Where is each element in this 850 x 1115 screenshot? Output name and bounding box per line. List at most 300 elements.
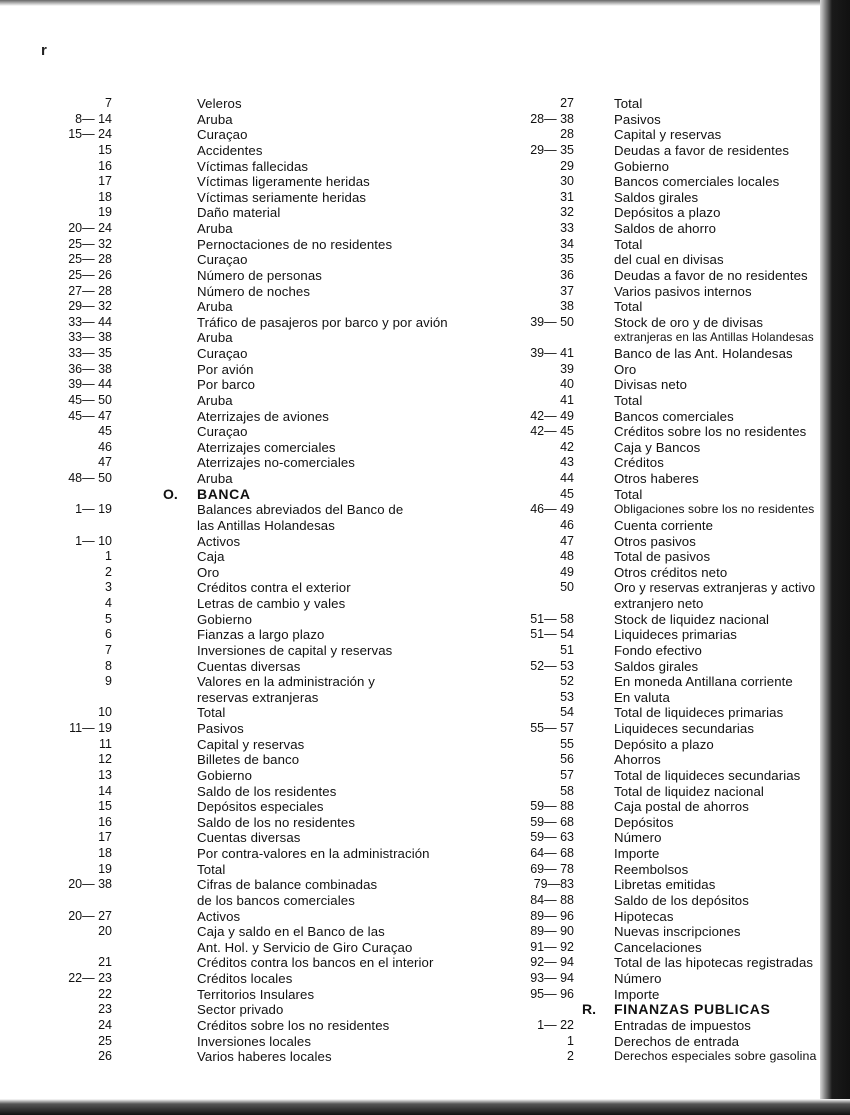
table-title: reservas extranjeras <box>197 689 319 705</box>
table-title: Créditos locales <box>197 971 293 986</box>
table-title: Importe <box>614 986 660 1002</box>
index-row <box>446 627 826 643</box>
table-reference: 18 <box>98 189 112 204</box>
table-title: Otros pasivos <box>614 533 696 549</box>
table-title: Curaçao <box>197 127 248 143</box>
table-title: Cancelaciones <box>614 939 702 955</box>
index-row <box>446 909 826 925</box>
table-reference: 40 <box>560 377 574 392</box>
index-row <box>0 987 480 1003</box>
table-title: En valuta <box>614 689 670 705</box>
table-title: Libretas emitidas <box>614 877 716 893</box>
index-row <box>0 346 480 362</box>
table-reference: 48— 50 <box>68 471 112 485</box>
table-title: Caja y saldo en el Banco de las <box>197 924 385 940</box>
index-row <box>0 815 480 831</box>
table-title: Créditos contra los bancos en el interior <box>197 955 434 971</box>
index-row <box>0 190 480 206</box>
table-reference: 8— 14 <box>75 111 112 126</box>
index-row <box>446 721 826 737</box>
table-reference: 5 <box>105 611 112 626</box>
table-title: Depósitos <box>614 814 674 830</box>
index-row <box>446 690 826 706</box>
table-reference: 28 <box>560 127 574 142</box>
table-reference: 44 <box>560 471 574 485</box>
table-reference: 1 <box>105 549 112 564</box>
index-row <box>446 96 826 112</box>
table-reference: 35 <box>560 252 574 267</box>
table-title: Total de pasivos <box>614 549 711 565</box>
table-title: Activos <box>197 533 241 549</box>
index-row <box>0 455 480 471</box>
table-title: Bancos comerciales <box>614 408 734 424</box>
index-row <box>446 299 826 315</box>
table-title: Reembolsos <box>614 861 689 877</box>
index-row <box>0 705 480 721</box>
table-title: Stock de oro y de divisas <box>614 314 764 330</box>
table-reference: 84— 88 <box>530 892 574 907</box>
table-title: Número <box>614 971 662 986</box>
table-title: Saldo de los no residentes <box>197 814 356 830</box>
table-reference: 33 <box>560 221 574 235</box>
index-row <box>0 471 480 487</box>
table-title: Total <box>614 486 643 502</box>
table-reference: 57 <box>560 767 574 782</box>
table-title: Curaçao <box>197 252 248 268</box>
table-reference: 20— 27 <box>68 908 112 923</box>
table-reference: 2 <box>105 564 112 579</box>
table-title: Total de las hipotecas registradas <box>614 955 814 971</box>
page-top-shadow <box>0 0 850 6</box>
table-reference: 39 <box>560 361 574 376</box>
index-row <box>446 252 826 268</box>
right-column-index <box>446 96 826 1065</box>
index-row <box>0 752 480 768</box>
index-row <box>446 284 826 300</box>
table-reference: 64— 68 <box>530 846 574 860</box>
index-row <box>0 393 480 409</box>
index-row <box>446 893 826 909</box>
table-reference: 36— 38 <box>68 361 112 376</box>
table-reference: 33— 35 <box>68 346 112 360</box>
table-reference: 15 <box>98 142 112 157</box>
index-row <box>446 549 826 565</box>
table-title: Aterrizajes no-comerciales <box>197 455 355 471</box>
table-title: Banco de las Ant. Holandesas <box>614 346 793 361</box>
table-reference: 17 <box>98 174 112 189</box>
index-row <box>446 112 826 128</box>
table-title: Total <box>614 96 643 111</box>
table-title: Varios pasivos internos <box>614 283 752 299</box>
index-row <box>446 1018 826 1034</box>
index-row <box>446 424 826 440</box>
table-reference: 3 <box>105 580 112 595</box>
index-row <box>0 768 480 784</box>
table-title: Total de liquidez nacional <box>614 783 764 799</box>
table-reference: 1— 22 <box>537 1017 574 1032</box>
table-title: Depósitos especiales <box>197 799 324 815</box>
table-reference: 1— 19 <box>75 502 112 517</box>
index-row <box>446 784 826 800</box>
index-row <box>446 877 826 893</box>
table-title: Aterrizajes de aviones <box>197 408 329 424</box>
table-title: Sector privado <box>197 1002 284 1018</box>
table-title: Tráfico de pasajeros por barco y por avión <box>197 314 448 330</box>
table-title: Aruba <box>197 299 233 315</box>
table-title: Créditos sobre los no residentes <box>614 424 807 440</box>
index-row <box>446 971 826 987</box>
index-row <box>0 268 480 284</box>
table-title: Oro <box>614 361 637 377</box>
table-reference: 95— 96 <box>530 986 574 1001</box>
index-row <box>0 252 480 268</box>
table-title: Oro y reservas extranjeras y activo <box>614 580 816 596</box>
table-reference: 47 <box>560 533 574 548</box>
table-reference: 39— 50 <box>530 314 574 329</box>
table-title: Curaçao <box>197 346 248 361</box>
table-reference: 33— 44 <box>68 314 112 329</box>
table-reference: 20— 24 <box>68 221 112 235</box>
index-row <box>0 1018 480 1034</box>
table-reference: 20— 38 <box>68 877 112 892</box>
table-title: Curaçao <box>197 424 248 440</box>
index-row <box>0 909 480 925</box>
table-reference: 34 <box>560 236 574 251</box>
table-reference: 25— 28 <box>68 252 112 267</box>
table-reference: 13 <box>98 767 112 782</box>
table-reference: 23 <box>98 1002 112 1017</box>
index-row <box>446 768 826 784</box>
table-title: Hipotecas <box>614 908 674 924</box>
index-row <box>0 409 480 425</box>
section-letter: O. <box>163 485 178 502</box>
section-heading-row <box>0 487 480 503</box>
table-reference: 27— 28 <box>68 283 112 298</box>
table-title: Saldos girales <box>614 658 699 674</box>
table-title: Ahorros <box>614 752 661 768</box>
index-row <box>0 362 480 378</box>
index-row <box>446 362 826 378</box>
table-title: Por avión <box>197 361 254 377</box>
table-title: Cifras de balance combinadas <box>197 877 378 893</box>
table-title: Inversiones de capital y reservas <box>197 642 393 658</box>
section-heading-row <box>446 1002 826 1018</box>
table-reference: 39— 41 <box>530 346 574 360</box>
table-reference: 69— 78 <box>530 861 574 876</box>
index-row <box>446 330 826 346</box>
table-reference: 42— 45 <box>530 424 574 439</box>
table-title: Otros haberes <box>614 471 699 486</box>
table-reference: 58 <box>560 783 574 798</box>
table-title: Valores en la administración y <box>197 674 375 690</box>
table-reference: 22— 23 <box>68 971 112 985</box>
index-row <box>0 674 480 690</box>
table-reference: 25— 26 <box>68 267 112 282</box>
table-reference: 91— 92 <box>530 939 574 954</box>
table-title: Nuevas inscripciones <box>614 924 741 940</box>
table-reference: 45— 50 <box>68 392 112 407</box>
index-row <box>446 846 826 862</box>
table-title: del cual en divisas <box>614 252 724 268</box>
page-bottom-edge <box>0 1099 850 1115</box>
table-reference: 7 <box>105 642 112 657</box>
table-title: Aruba <box>197 392 233 408</box>
table-reference: 46 <box>98 439 112 454</box>
index-row <box>446 377 826 393</box>
index-row <box>0 690 480 706</box>
table-title: Veleros <box>197 96 242 111</box>
index-row <box>0 440 480 456</box>
table-title: Gobierno <box>614 158 670 174</box>
index-row <box>0 596 480 612</box>
index-row <box>0 518 480 534</box>
table-reference: 30 <box>560 174 574 189</box>
index-row <box>446 830 826 846</box>
table-reference: 51— 54 <box>530 627 574 642</box>
table-title: Importe <box>614 846 660 861</box>
section-title: BANCA <box>197 485 251 502</box>
table-reference: 2 <box>567 1049 574 1064</box>
table-reference: 29— 35 <box>530 142 574 157</box>
table-title: Obligaciones sobre los no residentes <box>614 502 815 517</box>
table-title: Depósito a plazo <box>614 736 714 752</box>
table-title: Caja <box>197 549 225 565</box>
table-reference: 54 <box>560 705 574 720</box>
table-reference: 55— 57 <box>530 721 574 735</box>
index-row <box>0 924 480 940</box>
table-title: Daño material <box>197 205 281 221</box>
table-reference: 36 <box>560 267 574 282</box>
table-title: Aruba <box>197 471 233 486</box>
table-title: Liquideces secundarias <box>614 721 755 736</box>
table-reference: 6 <box>105 627 112 642</box>
table-title: las Antillas Holandesas <box>197 517 335 533</box>
table-reference: 45— 47 <box>68 408 112 423</box>
table-title: Saldos girales <box>614 189 699 205</box>
index-row <box>446 268 826 284</box>
index-row <box>446 674 826 690</box>
index-row <box>446 924 826 940</box>
table-reference: 1— 10 <box>75 533 112 548</box>
table-title: Gobierno <box>197 611 253 627</box>
index-row <box>446 737 826 753</box>
table-reference: 92— 94 <box>530 955 574 970</box>
index-row <box>446 127 826 143</box>
index-row <box>0 237 480 253</box>
index-row <box>446 1034 826 1050</box>
index-row <box>446 659 826 675</box>
table-reference: 19 <box>98 861 112 876</box>
index-row <box>0 112 480 128</box>
index-row <box>446 440 826 456</box>
index-row <box>0 502 480 518</box>
table-title: Caja y Bancos <box>614 439 701 455</box>
index-row <box>446 643 826 659</box>
index-row <box>0 580 480 596</box>
table-reference: 42 <box>560 439 574 454</box>
index-row <box>446 596 826 612</box>
table-title: Aruba <box>197 221 233 236</box>
index-row <box>446 612 826 628</box>
table-reference: 22 <box>98 986 112 1001</box>
table-title: Saldo de los residentes <box>197 783 337 799</box>
table-reference: 8 <box>105 658 112 673</box>
table-reference: 11 <box>99 736 112 751</box>
table-title: Total <box>614 236 643 252</box>
index-row <box>446 799 826 815</box>
table-reference: 89— 90 <box>530 924 574 939</box>
table-title: En moneda Antillana corriente <box>614 674 793 690</box>
table-title: Número de noches <box>197 283 311 299</box>
table-reference: 59— 68 <box>530 814 574 829</box>
table-title: Oro <box>197 564 220 580</box>
table-title: Por barco <box>197 377 256 393</box>
table-title: extranjeras en las Antillas Holandesas <box>614 331 814 345</box>
index-row <box>0 1034 480 1050</box>
index-row <box>0 737 480 753</box>
index-row <box>446 159 826 175</box>
table-title: Derechos de entrada <box>614 1033 740 1049</box>
table-reference: 32 <box>560 205 574 220</box>
index-row <box>0 221 480 237</box>
index-row <box>0 174 480 190</box>
index-row <box>0 955 480 971</box>
table-reference: 53 <box>560 689 574 704</box>
table-reference: 50 <box>560 580 574 595</box>
table-reference: 15 <box>98 799 112 814</box>
index-row <box>0 299 480 315</box>
index-row <box>0 643 480 659</box>
index-row <box>0 971 480 987</box>
index-row <box>0 143 480 159</box>
index-row <box>0 205 480 221</box>
table-title: Fianzas a largo plazo <box>197 627 325 643</box>
index-row <box>0 1049 480 1065</box>
table-reference: 26 <box>98 1049 112 1064</box>
index-row <box>446 565 826 581</box>
table-title: Liquideces primarias <box>614 627 737 643</box>
index-row <box>0 659 480 675</box>
table-reference: 29— 32 <box>68 299 112 314</box>
table-title: Derechos especiales sobre gasolina <box>614 1049 817 1064</box>
index-row <box>446 315 826 331</box>
table-title: Cuenta corriente <box>614 517 714 533</box>
table-reference: 45 <box>560 486 574 501</box>
index-row <box>0 315 480 331</box>
index-row <box>446 1049 826 1065</box>
index-row <box>446 221 826 237</box>
left-column-index <box>0 96 480 1065</box>
table-title: Inversiones locales <box>197 1033 312 1049</box>
table-reference: 37 <box>560 283 574 298</box>
table-title: Activos <box>197 908 241 924</box>
table-reference: 42— 49 <box>530 408 574 423</box>
table-title: Divisas neto <box>614 377 688 393</box>
table-reference: 46— 49 <box>530 502 574 517</box>
table-title: Total <box>614 392 643 408</box>
index-row <box>0 940 480 956</box>
table-reference: 49 <box>560 564 574 579</box>
table-title: de los bancos comerciales <box>197 892 355 908</box>
table-title: Créditos <box>614 455 664 471</box>
index-row <box>446 580 826 596</box>
table-reference: 4 <box>105 596 112 610</box>
table-title: Fondo efectivo <box>614 642 702 658</box>
table-reference: 11— 19 <box>69 721 112 735</box>
index-row <box>0 127 480 143</box>
table-title: Entradas de impuestos <box>614 1017 751 1033</box>
index-row <box>0 534 480 550</box>
table-title: Billetes de banco <box>197 752 300 768</box>
index-row <box>446 190 826 206</box>
section-letter: R. <box>582 1001 596 1018</box>
table-title: Aruba <box>197 111 233 127</box>
table-reference: 10 <box>98 705 112 720</box>
table-reference: 93— 94 <box>530 971 574 985</box>
index-row <box>446 987 826 1003</box>
table-title: Varios haberes locales <box>197 1049 332 1065</box>
table-reference: 46 <box>560 517 574 532</box>
index-row <box>0 549 480 565</box>
index-row <box>446 174 826 190</box>
index-row <box>446 487 826 503</box>
table-title: extranjero neto <box>614 596 704 611</box>
index-row <box>446 534 826 550</box>
index-row <box>446 518 826 534</box>
table-title: Víctimas seriamente heridas <box>197 189 367 205</box>
table-reference: 18 <box>98 846 112 860</box>
table-title: Créditos contra el exterior <box>197 580 351 596</box>
index-row <box>0 721 480 737</box>
index-row <box>446 862 826 878</box>
table-title: Capital y reservas <box>614 127 722 143</box>
table-reference: 28— 38 <box>530 111 574 126</box>
table-reference: 33— 38 <box>68 330 112 345</box>
section-title: FINANZAS PUBLICAS <box>614 1001 771 1018</box>
table-title: Ant. Hol. y Servicio de Giro Curaçao <box>197 939 413 955</box>
table-reference: 41 <box>560 392 574 407</box>
table-title: Cuentas diversas <box>197 658 301 674</box>
index-row <box>446 455 826 471</box>
table-title: Deudas a favor de no residentes <box>614 267 808 283</box>
table-reference: 14 <box>98 783 112 798</box>
table-title: Aterrizajes comerciales <box>197 439 336 455</box>
table-reference: 19 <box>98 205 112 220</box>
table-reference: 31 <box>560 189 574 204</box>
table-reference: 17 <box>98 830 112 845</box>
table-title: Total de liquideces secundarias <box>614 767 801 783</box>
table-reference: 38 <box>560 299 574 314</box>
index-row <box>0 893 480 909</box>
table-title: Saldo de los depósitos <box>614 892 749 908</box>
index-row <box>0 1002 480 1018</box>
index-row <box>446 705 826 721</box>
index-row <box>0 799 480 815</box>
table-title: Caja postal de ahorros <box>614 799 749 815</box>
table-reference: 21 <box>98 955 112 970</box>
index-row <box>0 377 480 393</box>
index-row <box>446 409 826 425</box>
table-reference: 29 <box>560 158 574 173</box>
index-row <box>446 955 826 971</box>
table-title: Accidentes <box>197 142 263 158</box>
index-row <box>446 143 826 159</box>
table-reference: 7 <box>105 96 112 110</box>
table-title: Víctimas fallecidas <box>197 158 309 174</box>
table-title: Aruba <box>197 330 233 346</box>
table-reference: 24 <box>98 1017 112 1032</box>
table-title: Por contra-valores en la administración <box>197 846 430 861</box>
